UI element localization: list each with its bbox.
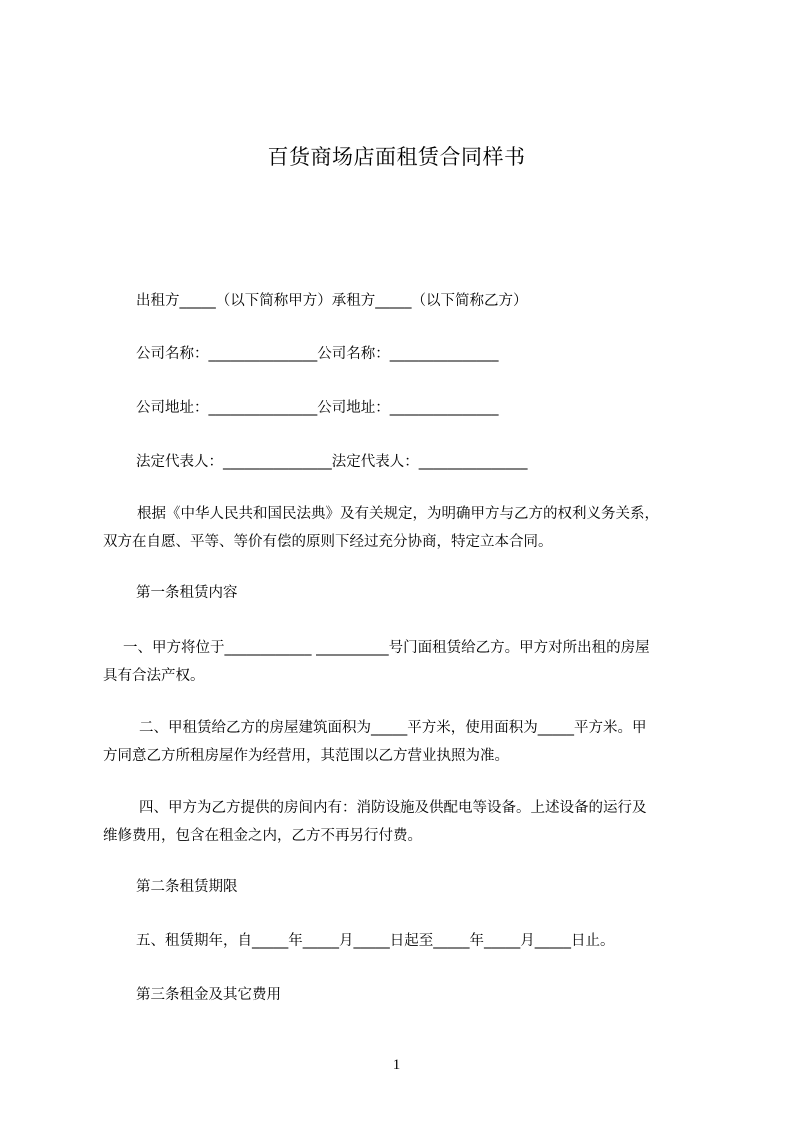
article-3-heading: 第三条租金及其它费用 xyxy=(136,987,281,1003)
company-address-line: 公司地址：_______________公司地址：_______________ xyxy=(136,400,499,416)
parties-line: 出租方_____（以下简称甲方）承租方_____（以下简称乙方） xyxy=(136,293,528,309)
intro-paragraph xyxy=(103,500,703,556)
legal-representative-line: 法定代表人：_______________法定代表人：_______________ xyxy=(136,454,528,470)
item-1-line-1: 一、甲方将位于____________ __________号门面租赁给乙方。甲方对所出租的房屋 xyxy=(123,640,650,656)
document-title: 百货商场店面租赁合同样书 xyxy=(267,145,526,169)
item-4-line-2: 维修费用，包含在租金之内，乙方不再另行付费。 xyxy=(103,828,422,844)
item-2-paragraph xyxy=(103,714,703,770)
item-5-line: 五、租赁期年，自_____年_____月_____日起至_____年_____月_____日止。 xyxy=(136,933,615,949)
item-1-paragraph xyxy=(103,634,703,690)
article-2-heading: 第二条租赁期限 xyxy=(136,879,238,895)
page-number: 1 xyxy=(392,1057,401,1073)
intro-line-2: 双方在自愿、平等、等价有偿的原则下经过充分协商，特定立本合同。 xyxy=(103,534,553,550)
item-1-line-2: 具有合法产权。 xyxy=(103,668,205,684)
company-name-line: 公司名称：_______________公司名称：_______________ xyxy=(136,346,499,362)
item-2-line-1: 二、甲租赁给乙方的房屋建筑面积为_____平方米，使用面积为_____平方米。甲 xyxy=(139,720,647,736)
intro-line-1: 根据《中华人民共和国民法典》及有关规定，为明确甲方与乙方的权利义务关系， xyxy=(137,506,659,522)
item-2-line-2: 方同意乙方所租房屋作为经营用，其范围以乙方营业执照为准。 xyxy=(103,748,509,764)
article-1-heading: 第一条租赁内容 xyxy=(136,585,238,601)
item-4-paragraph xyxy=(103,794,703,850)
item-4-line-1: 四、甲方为乙方提供的房间内有：消防设施及供配电等设备。上述设备的运行及 xyxy=(139,800,647,816)
